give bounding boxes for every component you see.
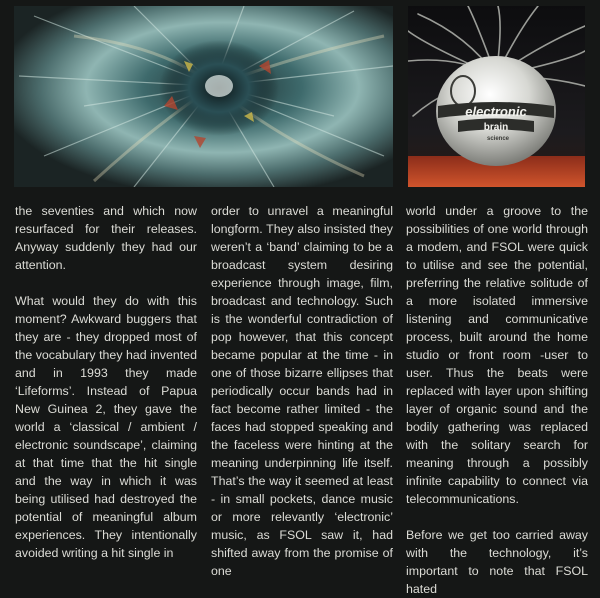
text-column-1 — [15, 202, 197, 562]
paragraph: world under a groove to the possibilities of one world through a modem, and FSOL were quick to utilise and see the potential, preferring the relative solitude of a more isolated immersive listening and communicative process, built around the home studio or front room -user to user. Thus the beats were replaced with layer upon shifting layer of organic sound and the bodily gathering was replaced with the solitary search for meaning through a possibly infinite capability to connect via telecommunications. — [406, 204, 588, 506]
paragraph: the seventies and which now resurfaced for their releases. Anyway suddenly they had our attention. — [15, 204, 197, 272]
paragraph: What would they do with this moment? Awkward buggers that they are - they dropped most of the vocabulary they had invented and in 1993 they made ‘Lifeforms’. Instead of Papua New Guinea 2, they gave the world a ‘classical / ambient / electronic soundscape’, claiming at that time that the hit single and the way in which it was being utilised had destroyed the potential of meaningful album experiences. They intentionally avoided writing a hit single in — [15, 294, 197, 560]
brain-label: brain — [483, 122, 509, 133]
text-column-2 — [211, 202, 393, 580]
electronic-brain-image — [408, 6, 585, 187]
abstract-glass-sculpture-image — [14, 6, 393, 187]
text-column-3 — [406, 202, 588, 598]
paragraph: order to unravel a meaningful longform. They also insisted they weren’t a ‘band’ claiming to be a broadcast system desiring experience through image, film, broadcast and technology. Such is the wonderful contradiction of pop however, that this concept became popular at the time - in one of those bizarre ellipses that periodically occur bands had in fact become rather limited - the faces had stopped speaking and the faceless were hinting at the meaning underpinning life itself. That’s the way it seemed at least - in small pockets, dance music or more relevantly ‘electronic’ music, as FSOL saw it, had shifted away from the promise of one — [211, 204, 393, 578]
paragraph: Before we get too carried away with the technology, it’s important to note that FSOL hated — [406, 528, 588, 596]
electronic-label: electronic — [465, 104, 527, 119]
science-label: science — [486, 136, 510, 142]
